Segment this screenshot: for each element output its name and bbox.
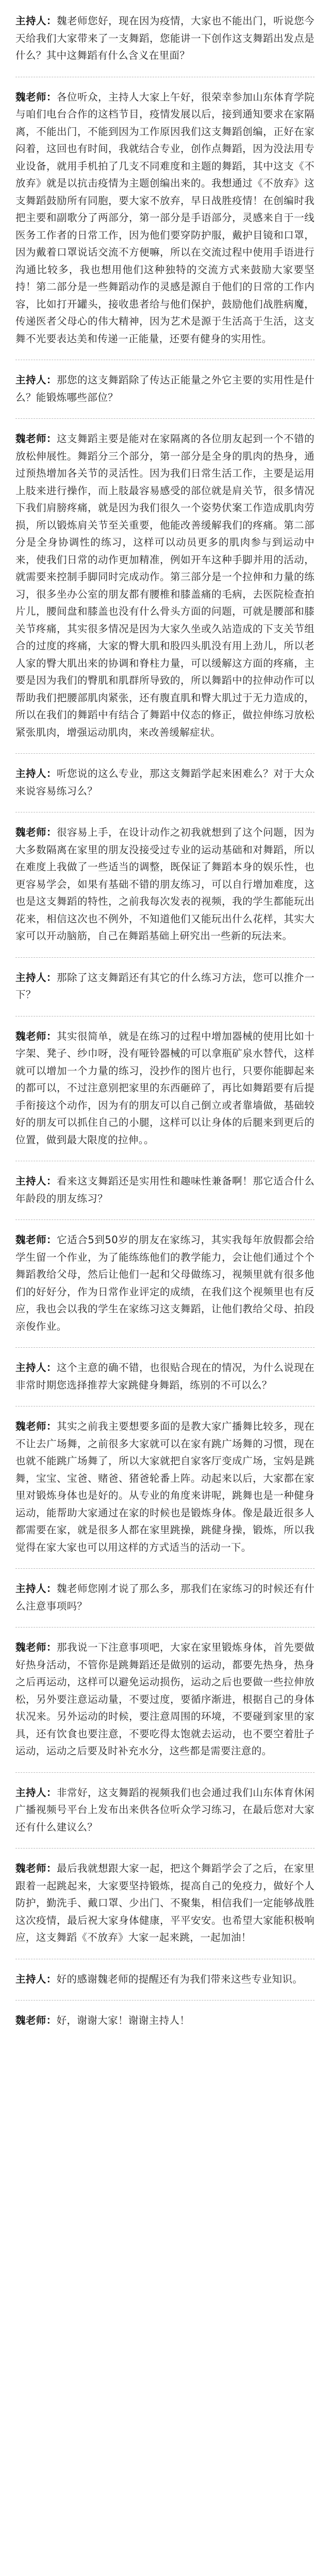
- dialogue-paragraph: [15, 1971, 315, 2001]
- speaker-label: 魏老师：: [15, 91, 57, 103]
- dialogue-text: 非常好，这支舞蹈的视频我们也会通过我们山东体育休闲广播视频号平台上发布出来供各位听众学习练习，在最后您对大家还有什么建议么？: [15, 1786, 315, 1833]
- speaker-label: 魏老师：: [15, 433, 57, 445]
- dialogue-paragraph: [15, 824, 315, 958]
- speaker-label: 主持人：: [15, 1973, 57, 1985]
- speaker-label: 魏老师：: [15, 1420, 57, 1432]
- dialogue-paragraph: [15, 430, 315, 754]
- dialogue-paragraph: [15, 1418, 315, 1569]
- speaker-label: 魏老师：: [15, 2014, 57, 2026]
- dialogue-paragraph: [15, 1784, 315, 1849]
- speaker-label: 主持人：: [15, 1583, 57, 1595]
- dialogue-paragraph: [15, 89, 315, 361]
- dialogue-paragraph: [15, 1173, 315, 1220]
- dialogue-text: 好，谢谢大家！谢谢主持人！: [56, 2014, 190, 2026]
- speaker-label: 主持人：: [15, 1362, 57, 1374]
- dialogue-paragraph: [15, 12, 315, 77]
- dialogue-text: 那您的这支舞蹈除了传达正能量之外它主要的实用性是什么？能锻炼哪些部位？: [15, 374, 315, 403]
- dialogue-paragraph: [15, 2012, 315, 2042]
- dialogue-paragraph: [15, 765, 315, 812]
- speaker-label: 魏老师：: [15, 1641, 57, 1653]
- dialogue-paragraph: [15, 1028, 315, 1162]
- dialogue-text: 很容易上手，在设计动作之初我就想到了这个问题，因为大多数隔离在家里的朋友没接受过专业的运动基础和对舞蹈，所以在难度上我做了一些适当的调整，既保证了舞蹈本身的娱乐性，也更容易学会，如果有基础不错的朋友练习，可以自行增加难度，这也是这支舞蹈的特性，之前我每次发表的视频，我的学生都能玩出花来，相信这次也不例外，不知道他们又能玩出什么花样，其实大家可以开动脑筋，自己在舞蹈基础上研究出一些新的玩法来。: [15, 826, 315, 942]
- dialogue-paragraph: [15, 1580, 315, 1628]
- dialogue-text: 魏老师您好，现在因为疫情，大家也不能出门，听说您今天给我们大家带来了一支舞蹈，您能讲一下创作这支舞蹈出发点是什么？其中这舞蹈有什么含义在里面？: [15, 15, 315, 61]
- dialogue-paragraph: [15, 371, 315, 419]
- dialogue-paragraph: [15, 1860, 315, 1959]
- speaker-label: 主持人：: [15, 15, 57, 27]
- dialogue-text: 那我说一下注意事项吧，大家在家里锻炼身体，首先要做好热身活动，不管你是跳舞蹈还是做别的运动，都要先热身，热身之后再运动，这样可以避免运动损伤，运动之后也要做一些拉伸放松，另外要注意运动量，不要过度，要循序渐进，根据自己的身体状况来。另外运动的时候，要注意周围的环境，不要碰到家里的家具，还有饮食也要注意，不要吃得太饱就去运动，也不要空着肚子运动，运动之后要及时补充水分，这些都是需要注意的。: [15, 1641, 315, 1757]
- dialogue-paragraph: [15, 1359, 315, 1406]
- dialogue-text: 看来这支舞蹈还是实用性和趣味性兼备啊！那它适合什么年龄段的朋友练习？: [15, 1175, 315, 1205]
- speaker-label: 主持人：: [15, 768, 57, 779]
- speaker-label: 主持人：: [15, 971, 57, 984]
- dialogue-text: 这支舞蹈主要是能对在家隔离的各位朋友起到一个不错的放松伸展性。舞蹈分三个部分，第一部分是全身的肌肉的热身，通过预热增加各关节的灵活性。因为我们日常生活工作，主要是运用上肢来进行操作，而上肢最容易感受的部位就是肩关节，很多情况下我们肩膀疼痛，就是因为我们很久一个姿势伏案工作造成肌肉劳损，所以锻炼肩关节至关重要，他能改善缓解我们的疼痛。第二部分是全身协调性的练习，这样可以动员更多的肌肉参与到运动中来，使我们日常的动作更加精准，例如开车这种手脚并用的活动，就需要来控制手脚同时完成动作。第三部分是一个拉伸和力量的练习，很多坐办公室的朋友都有腰椎和膝盖痛的毛病，去医院检查拍片儿，腰间盘和膝盖也没有什么骨头方面的问题，可就是腰部和膝关节疼痛，其实很多情况是因为大家久坐或久站造成的下支关节组合的过度的疼痛，大家的臀大肌和股四头肌没有用上劲儿，所以老人家的臀大肌出来的协调和脊柱力量，可以缓解这方面的疼痛，主要是因为我们的臀肌和肌群所导致的，所以舞蹈中的拉伸动作可以帮助我们把腰部肌肉紧张，还有腹直肌和臀大肌过于无力造成的，所以在我们的舞蹈中有结合了舞蹈中仪态的修正，做拉伸练习放松紧张肌肉，增强运动肌肉，来改善缓解症状。: [15, 433, 315, 738]
- dialogue-text: 其实之前我主要想要多面的是教大家广播舞比较多，现在不让去广场舞，之前很多大家就可以在家有跳广场舞的习惯，现在也就不能跳广场舞了，所以大家就把自家客厅变成广场，宝妈是跳舞，宝宝、宝爸、赌爸、猪爸轮番上阵。动起来以后，大家都在家里对锻炼身体也是好的。从专业的角度来讲呢，跳舞也是一种健身运动，能帮助大家通过在家的时候也是锻炼身体。像是最近很多人都需要在家，就是很多人都在家里跳操，跳健身操，锻炼，所以我觉得在家大家也可以用这样的方式适当的活动一下。: [15, 1420, 315, 1553]
- dialogue-text: 它适合5到50岁的朋友在家练习，其实我每年放假都会给学生留一个作业，为了能练练他们的教学能力，会让他们通过个个舞蹈教给父母，然后让他们一起和父母做练习，视频里就有很多他们的好好分，作为日常作业评定的成绩，在我们这个视频里也有反应，我也会以我的学生在家练习这支舞蹈，让他们教给父母、拍段亲俊作业。: [15, 1234, 315, 1332]
- dialogue-text: 魏老师您刚才说了那么多，那我们在家练习的时候还有什么注意事项吗？: [15, 1583, 315, 1612]
- dialogue-text: 其实很简单，就是在练习的过程中增加器械的使用比如十字架、凳子、纱巾呀，没有哑铃器械的可以拿瓶矿泉水替代，这样就可以增加一个力量的练习，没抄作的图片也行，只要你能脚起来的都可以，不过注意别把家里的东西砸碎了，再比如舞蹈要有后提手衔接这个动作，因为有的朋友可以自己倒立或者靠墙做，基础较好的朋友可以抓住自己的小腿，这样可以让身体的后腿来到更后的位置，做到最大限度的拉伸。。: [15, 1030, 315, 1146]
- speaker-label: 魏老师：: [15, 1234, 57, 1246]
- dialogue-text: 那除了这支舞蹈还有其它的什么练习方法，您可以推介一下？: [15, 971, 315, 1001]
- speaker-label: 主持人：: [15, 1175, 57, 1187]
- dialogue-text: 听您说的这么专业，那这支舞蹈学起来困难么？对于大众来说容易练习么？: [15, 768, 315, 797]
- dialogue-text: 这个主意的确不错，也很贴合现在的情况，为什么说现在非常时期您选择推荐大家跳健身舞蹈，练别的不可以么？: [15, 1362, 315, 1391]
- speaker-label: 主持人：: [15, 374, 57, 386]
- dialogue-text: 最后我就想跟大家一起，把这个舞蹈学会了之后，在家里跟着一起跳起来，大家要坚持锻炼，提高自己的免疫力，做好个人防护，勤洗手、戴口罩、少出门、不聚集，相信我们一定能够战胜这次疫情，最后祝大家身体健康，平平安安。也希望大家能积极响应，这支舞蹈《不放弃》大家一起来跳，一起加油！: [15, 1862, 315, 1943]
- speaker-label: 魏老师：: [15, 1030, 57, 1042]
- dialogue-paragraph: [15, 1639, 315, 1773]
- dialogue-paragraph: [15, 969, 315, 1016]
- speaker-label: 主持人：: [15, 1786, 57, 1799]
- speaker-label: 魏老师：: [15, 826, 57, 838]
- dialogue-paragraph: [15, 1231, 315, 1348]
- speaker-label: 魏老师：: [15, 1862, 57, 1874]
- dialogue-text: 好的感谢魏老师的提醒还有为我们带来这些专业知识。: [56, 1973, 303, 1985]
- dialogue-text: 各位听众，主持人大家上午好，很荣幸参加山东体育学院与咱们电台合作的这档节目，疫情发展以后，接到通知要求在家隔离，不能出门，不能到因为工作原因我们这支舞蹈创编，正好在家闷着，这回也有时间，我就结合专业，创作点舞蹈，因为没法用专业设备，就用手机拍了几支不同难度和主题的舞蹈，其中这支《不放弃》就是以抗击疫情为主题创编出来的。我想通过《不放弃》这支舞蹈鼓励所有同胞，要大家不放弃，早日战胜疫情！在创编时我把主要和副歌分了两部分，第一部分是手语部分，灵感来自于一线医务工作者的日常工作，因为他们要穿防护服，戴护目镜和口罩，因为戴着口罩说话交流不方便嘛，所以在交流过程中使用手语进行沟通比较多，我也想用他们这种独特的交流方式来鼓励大家要坚持！第二部分是一些舞蹈动作的灵感是源自于他们的日常的工作内容，比如打开罐头，接收患者给与他们保护，鼓励他们战胜病魔，传递医者父母心的伟大精神，因为艺术是源于生活高于生活，这支舞不光要表达美和传递一正能量，还要有健身的实用性。: [15, 91, 315, 345]
